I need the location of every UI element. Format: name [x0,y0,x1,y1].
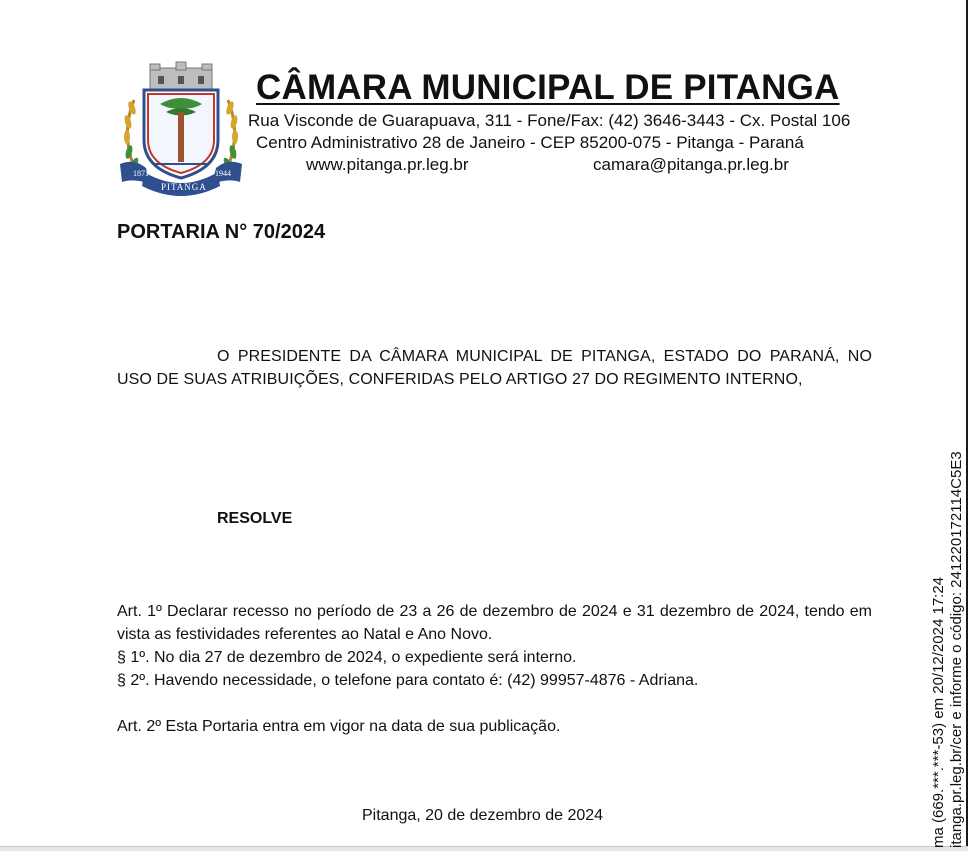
place-and-date: Pitanga, 20 de dezembro de 2024 [362,807,604,824]
digital-signature-stamp [930,451,966,848]
article-2: Art. 2º Esta Portaria entra em vigor na data de sua publicação. [117,718,561,735]
seal-wreath-right [222,100,239,172]
address-line-2: Centro Administrativo 28 de Janeiro - CEP 85200-075 - Pitanga - Paraná [256,133,804,152]
article-1: Art. 1º Declarar recesso no período de 23 a 26 de dezembro de 2024 e 31 dezembro de 2024, tendo em vista as festividades referentes ao Natal e Ano Novo. [117,603,872,643]
preamble-paragraph: O PRESIDENTE DA CÂMARA MUNICIPAL DE PITANGA, ESTADO DO PARANÁ, NO USO DE SUAS ATRIBUIÇÕES, CONFERIDAS PELO ARTIGO 27 DO REGIMENTO INTERNO, [117,348,872,388]
seal-crown [150,62,212,90]
address-line-1: Rua Visconde de Guarapuava, 311 - Fone/Fax: (42) 3646-3443 - Cx. Postal 106 [248,111,851,130]
stamp-line-2: itanga.pr.leg.br/cer e informe o código: 241220172114C5E3 [948,451,965,848]
seal-year-right: 1944 [215,169,231,178]
document-number: PORTARIA N° 70/2024 [117,221,326,243]
resolve-heading: RESOLVE [217,510,293,527]
paragraph-2: § 2º. Havendo necessidade, o telefone para contato é: (42) 99957-4876 - Adriana. [117,672,699,689]
municipal-seal-icon [114,60,248,196]
page-bottom-edge [0,846,968,851]
paragraph-1: § 1º. No dia 27 de dezembro de 2024, o expediente será interno. [117,649,577,666]
email-link[interactable]: camara@pitanga.pr.leg.br [593,155,789,174]
seal-wreath-left [123,100,140,172]
website-link[interactable]: www.pitanga.pr.leg.br [306,155,469,174]
seal-shield [144,90,218,178]
org-title: CÂMARA MUNICIPAL DE PITANGA [256,68,840,107]
seal-banner-text: PITANGA [161,182,207,192]
stamp-line-1: ma (669.***.***-53) em 20/12/2024 17:24 [930,576,947,848]
seal-year-left: 1871 [133,169,149,178]
